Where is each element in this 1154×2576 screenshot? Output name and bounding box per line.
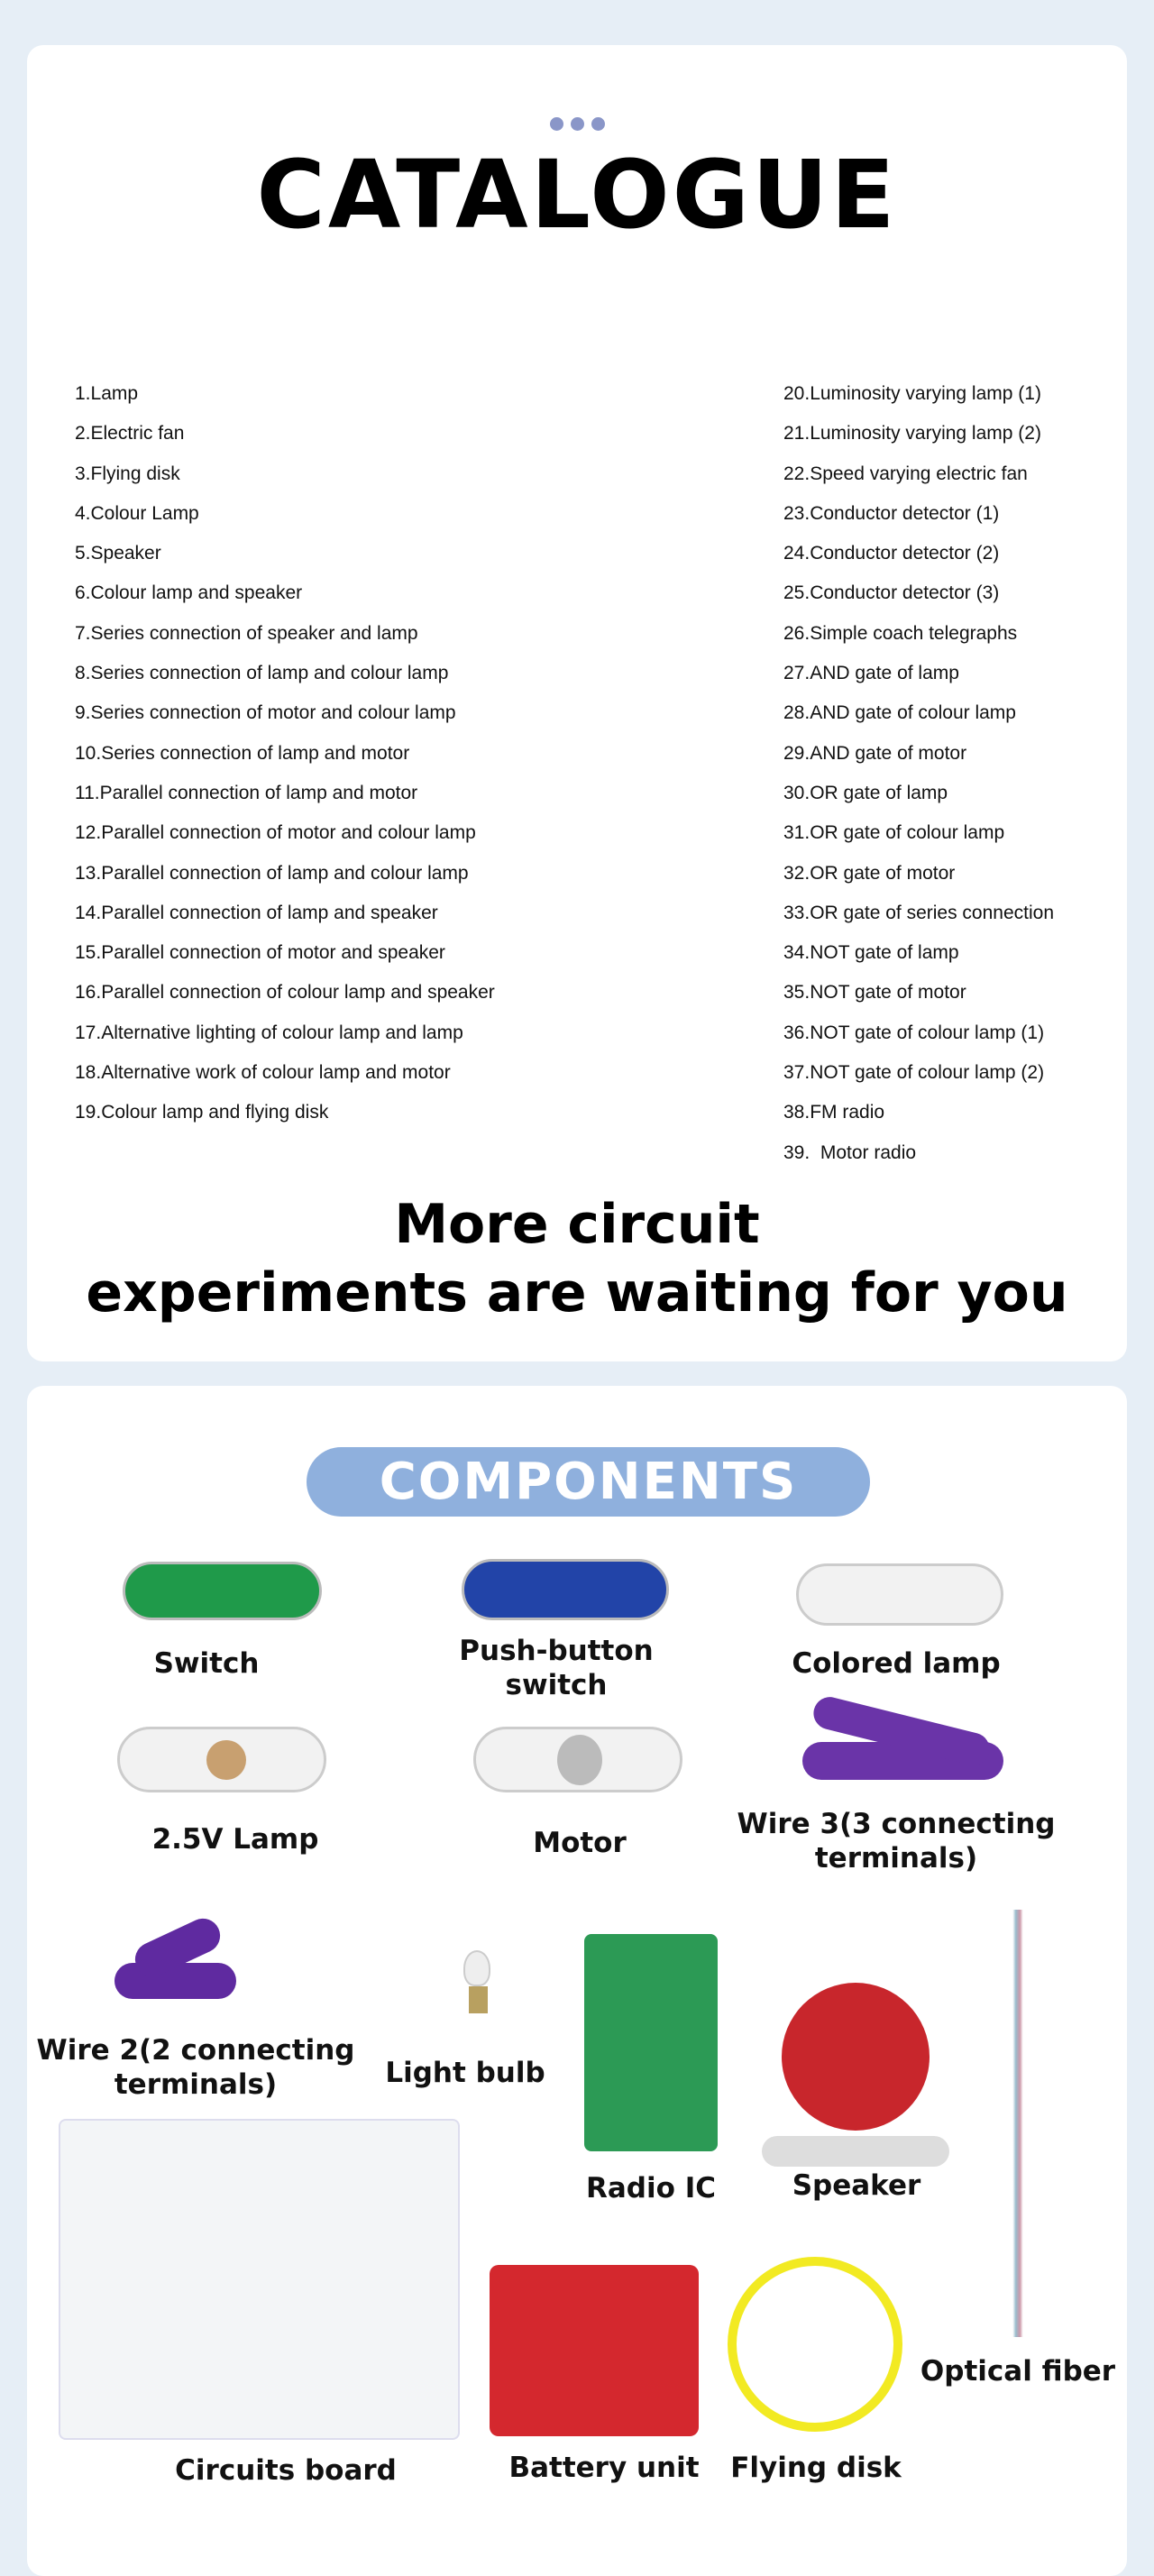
experiment-item: 5.Speaker xyxy=(75,543,161,564)
circuits-board-image xyxy=(59,2119,460,2440)
optical-fiber-image xyxy=(966,1910,1069,2337)
experiment-item: 34.NOT gate of lamp xyxy=(783,942,959,964)
wire-2-image xyxy=(114,1912,236,1999)
speaker-image xyxy=(762,1983,949,2168)
wire-3-label: Wire 3(3 connecting terminals) xyxy=(737,1808,1056,1875)
experiment-list-right xyxy=(783,379,1054,1178)
motor-label: Motor xyxy=(533,1827,627,1859)
more-line-1: More circuit xyxy=(394,1193,760,1256)
experiment-item: 15.Parallel connection of motor and speaker xyxy=(75,942,445,964)
experiment-item: 27.AND gate of lamp xyxy=(783,663,959,684)
radio-ic-image xyxy=(584,1934,718,2151)
experiment-item: 35.NOT gate of motor xyxy=(783,982,966,1004)
optical-fiber-label: Optical fiber xyxy=(920,2355,1116,2388)
experiment-item: 17.Alternative lighting of colour lamp and lamp xyxy=(75,1022,463,1043)
experiment-item: 26.Simple coach telegraphs xyxy=(783,622,1018,644)
experiment-item: 2.Electric fan xyxy=(75,423,185,445)
battery-unit-image xyxy=(490,2265,699,2436)
experiment-item: 38.FM radio xyxy=(783,1102,885,1123)
radio-ic-label: Radio IC xyxy=(586,2172,716,2205)
experiment-item: 32.OR gate of motor xyxy=(783,862,956,884)
light-bulb-image xyxy=(463,1950,493,2019)
experiment-item: 13.Parallel connection of lamp and colour lamp xyxy=(75,862,469,884)
catalogue-card xyxy=(27,45,1127,1361)
experiment-item: 9.Series connection of motor and colour lamp xyxy=(75,702,456,724)
experiment-item: 20.Luminosity varying lamp (1) xyxy=(783,383,1041,404)
experiment-item: 19.Colour lamp and flying disk xyxy=(75,1102,329,1123)
switch-image xyxy=(123,1562,322,1620)
colored-lamp-image xyxy=(796,1563,1003,1626)
more-line-2: experiments are waiting for you xyxy=(86,1261,1068,1325)
push-button-image xyxy=(462,1559,669,1620)
flying-disk-image xyxy=(728,2257,902,2432)
more-experiments-heading xyxy=(27,1190,1127,1327)
speaker-label: Speaker xyxy=(792,2169,921,2202)
wire-2-label: Wire 2(2 connecting terminals) xyxy=(36,2034,355,2101)
experiment-item: 25.Conductor detector (3) xyxy=(783,582,1000,604)
lamp-2-5v-image xyxy=(117,1727,326,1792)
experiment-item: 29.AND gate of motor xyxy=(783,742,967,764)
experiment-item: 33.OR gate of series connection xyxy=(783,902,1055,923)
experiment-item: 28.AND gate of colour lamp xyxy=(783,702,1016,724)
experiment-item: 36.NOT gate of colour lamp (1) xyxy=(783,1022,1045,1043)
experiment-item: 4.Colour Lamp xyxy=(75,502,199,524)
battery-unit-label: Battery unit xyxy=(508,2452,700,2484)
experiment-item: 31.OR gate of colour lamp xyxy=(783,822,1005,844)
experiment-list-left xyxy=(75,379,495,1138)
switch-label: Switch xyxy=(153,1647,260,1680)
experiment-item: 3.Flying disk xyxy=(75,463,180,484)
wire-3-image xyxy=(802,1697,1003,1783)
colored-lamp-label: Colored lamp xyxy=(792,1647,1001,1680)
experiment-item: 16.Parallel connection of colour lamp and speaker xyxy=(75,982,495,1004)
light-bulb-label: Light bulb xyxy=(385,2057,545,2089)
lamp-2-5v-label: 2.5V Lamp xyxy=(151,1823,319,1856)
experiment-item: 30.OR gate of lamp xyxy=(783,782,948,803)
flying-disk-label: Flying disk xyxy=(730,2452,902,2484)
experiment-item: 24.Conductor detector (2) xyxy=(783,543,1000,564)
experiment-item: 37.NOT gate of colour lamp (2) xyxy=(783,1062,1045,1084)
experiment-item: 7.Series connection of speaker and lamp xyxy=(75,622,418,644)
experiment-item: 1.Lamp xyxy=(75,383,139,404)
experiment-item: 22.Speed varying electric fan xyxy=(783,463,1028,484)
decorative-dots xyxy=(550,117,605,131)
experiment-item: 18.Alternative work of colour lamp and motor xyxy=(75,1062,451,1084)
experiment-item: 39. Motor radio xyxy=(783,1141,917,1163)
push-button-label: Push-button switch xyxy=(459,1635,654,1701)
experiment-item: 6.Colour lamp and speaker xyxy=(75,582,303,604)
motor-image xyxy=(473,1727,682,1792)
experiment-item: 8.Series connection of lamp and colour lamp xyxy=(75,663,449,684)
experiment-item: 12.Parallel connection of motor and colour lamp xyxy=(75,822,476,844)
experiment-item: 21.Luminosity varying lamp (2) xyxy=(783,423,1041,445)
experiment-item: 14.Parallel connection of lamp and speaker xyxy=(75,902,438,923)
experiment-item: 10.Series connection of lamp and motor xyxy=(75,742,410,764)
catalogue-title: CATALOGUE xyxy=(256,140,898,250)
components-title: COMPONENTS xyxy=(307,1447,870,1517)
circuits-board-label: Circuits board xyxy=(175,2454,397,2487)
experiment-item: 23.Conductor detector (1) xyxy=(783,502,1000,524)
experiment-item: 11.Parallel connection of lamp and motor xyxy=(75,782,418,803)
